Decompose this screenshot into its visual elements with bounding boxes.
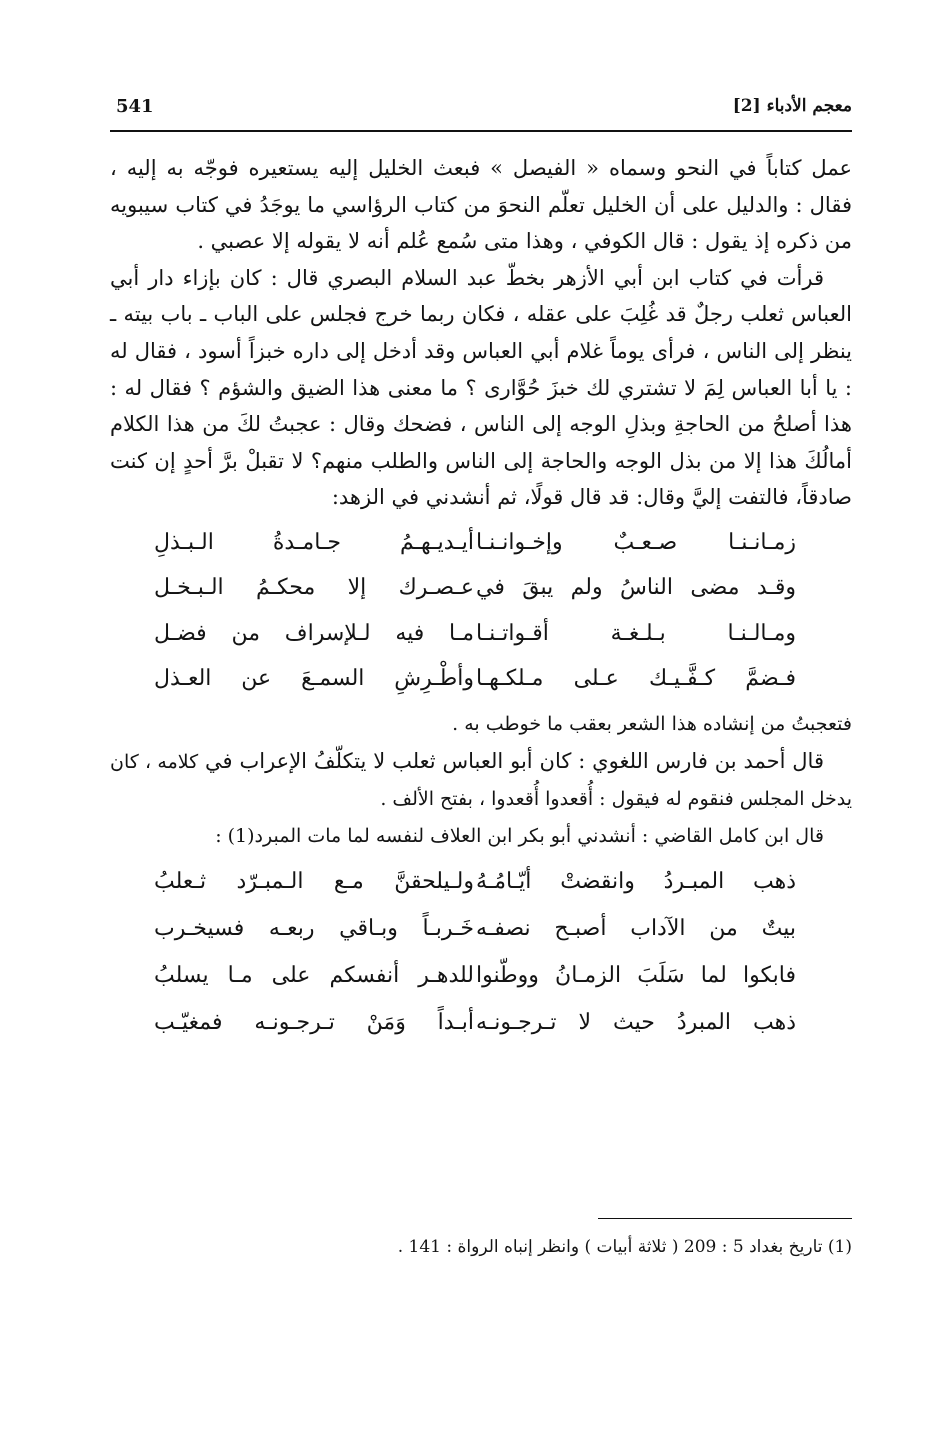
text-line: كلامه ، كان يدخل المجلس فنقوم له فيقول : أُقعدوا أُقعدوا ، بفتح الألف . bbox=[110, 750, 852, 811]
first-hemistich: ومـالـنـا بـلـغـة أقـواتـنـا bbox=[476, 620, 796, 646]
first-hemistich: ذهب المبـردُ وانقضتْ أيّـامُـهُ bbox=[476, 869, 796, 895]
text-line: قال أحمد بن فارس اللغوي : كان أبو العباس ثعلب لا يتكلّفُ الإعراب في bbox=[205, 748, 824, 773]
paragraph-3 bbox=[110, 743, 852, 818]
second-hemistich: ولـيلحقنَّ مـع الـمبـرّد ثـعلبُ bbox=[154, 869, 474, 895]
first-hemistich: وقـد مضى الناسُ ولم يبقَ في bbox=[476, 575, 796, 601]
poem-zuhd bbox=[110, 520, 852, 702]
verse bbox=[110, 858, 852, 905]
text-line: سيبويه من ذكره إذ يقول : قال الكوفي ، وهذا متى سُمع عُلم أنه لا يقوله إلا عصبي . bbox=[110, 192, 852, 254]
header-rule bbox=[110, 130, 852, 132]
first-hemistich: فـضمَّ كـفَّـيـك عـلى مـلكـهـا bbox=[476, 666, 796, 692]
verse bbox=[110, 656, 852, 702]
second-hemistich: أيـديـهـمُ جـامـدةُ الـبـذلِ bbox=[154, 529, 474, 555]
text-line: والشؤم ؟ فقال له : هذا أصلحُ من الحاجةِ وبذلِ الوجه إلى الناس ، فضحك وقال : bbox=[110, 375, 852, 437]
running-title: معجم الأدباء [2] bbox=[732, 96, 852, 116]
after-poem-line: فتعجبتُ من إنشاده هذا الشعر بعقب ما خوطب به . bbox=[452, 712, 852, 735]
paragraph-1 bbox=[110, 150, 852, 260]
page-header bbox=[110, 92, 852, 126]
verse bbox=[110, 905, 852, 952]
verse bbox=[110, 952, 852, 999]
second-hemistich: خَـربـاً وبـاقي ربعـه فسيخـرب bbox=[154, 916, 474, 942]
verse bbox=[110, 611, 852, 657]
text-line: ـ باب بيته ـ ينظر إلى الناس ، فرأى يوماً غلام أبي العباس وقد أدخل إلى داره خبزاً bbox=[110, 302, 852, 363]
paragraph-2 bbox=[110, 260, 852, 516]
poem-elegy-mubarrad bbox=[110, 858, 852, 1046]
text-line: عمل كتاباً في النحو وسماه « الفيصل » فبعث الخليل إليه يستعيره فوجّه به إليه ، bbox=[110, 156, 852, 180]
second-hemistich: للدهـر أنفسكم على مـا يسلبُ bbox=[154, 963, 474, 989]
second-hemistich: مـا فيه لـلإسراف من فضـل bbox=[154, 620, 474, 646]
first-hemistich: زمـانـنـا صـعـبٌ وإخـوانـنـا bbox=[476, 529, 796, 555]
paragraph-4: قال ابن كامل القاضي : أنشدني أبو بكر ابن العلاف لنفسه لما مات المبرد(1) : bbox=[215, 824, 824, 847]
page-number: 541 bbox=[116, 96, 154, 117]
text-line: قرأت في كتاب ابن أبي الأزهر بخطّ عبد السلام البصري قال : كان بإزاء دار bbox=[148, 265, 824, 290]
first-hemistich: ذهب المبردُ حيث لا تـرجـونـه bbox=[476, 1010, 796, 1036]
main-text bbox=[110, 150, 852, 1050]
second-hemistich: عـصـرك إلا محكـمُ الـبـخـل bbox=[154, 575, 474, 601]
text-line: أبي العباس ثعلب رجلٌ قد غُلِبَ على عقله ، فكان ربما خرج فجلس على الباب bbox=[110, 265, 852, 327]
verse bbox=[110, 999, 852, 1046]
verse bbox=[110, 565, 852, 611]
text-line: منهم؟ لا تقبلْ برَّ أحدٍ إن كنت صادقاً، فالتفت إليَّ وقال: قد قال قولًا، ثم أنشدني في bbox=[110, 448, 852, 510]
verse bbox=[110, 520, 852, 566]
first-hemistich: بيتٌ من الآداب أصبـح نصفـه bbox=[476, 916, 796, 942]
first-hemistich: فابكوا لما سَلَبَ الزمـانُ ووطّنوا bbox=[476, 963, 796, 989]
text-line: أسود ، فقال له : يا أبا العباس لِمَ لا تشتري لك خبزَ حُوَّارى ؟ ما معنى هذا الضيق bbox=[110, 338, 853, 400]
second-hemistich: أبـداً وَمَنْ تـرجـونـه فمغيّـب bbox=[154, 1010, 474, 1036]
text-line: عجبتُ لكَ من هذا الكلام أمالُكَ هذا إلا من بذل الوجه والحاجة إلى الناس والطلب bbox=[110, 412, 852, 473]
footnote-rule bbox=[598, 1218, 852, 1219]
text-line: الزهد: bbox=[331, 485, 385, 510]
text-line: فقال : والدليل على أن الخليل تعلّم النحوَ من كتاب الرؤاسي ما يوجَدُ في كتاب bbox=[175, 192, 852, 217]
footnote: (1) تاريخ بغداد 5 : 209 ( ثلاثة أبيات ) وانظر إنباه الرواة : 141 . bbox=[397, 1237, 852, 1257]
second-hemistich: وأطْـرِشِ السمـعَ عن العـذل bbox=[154, 666, 474, 692]
